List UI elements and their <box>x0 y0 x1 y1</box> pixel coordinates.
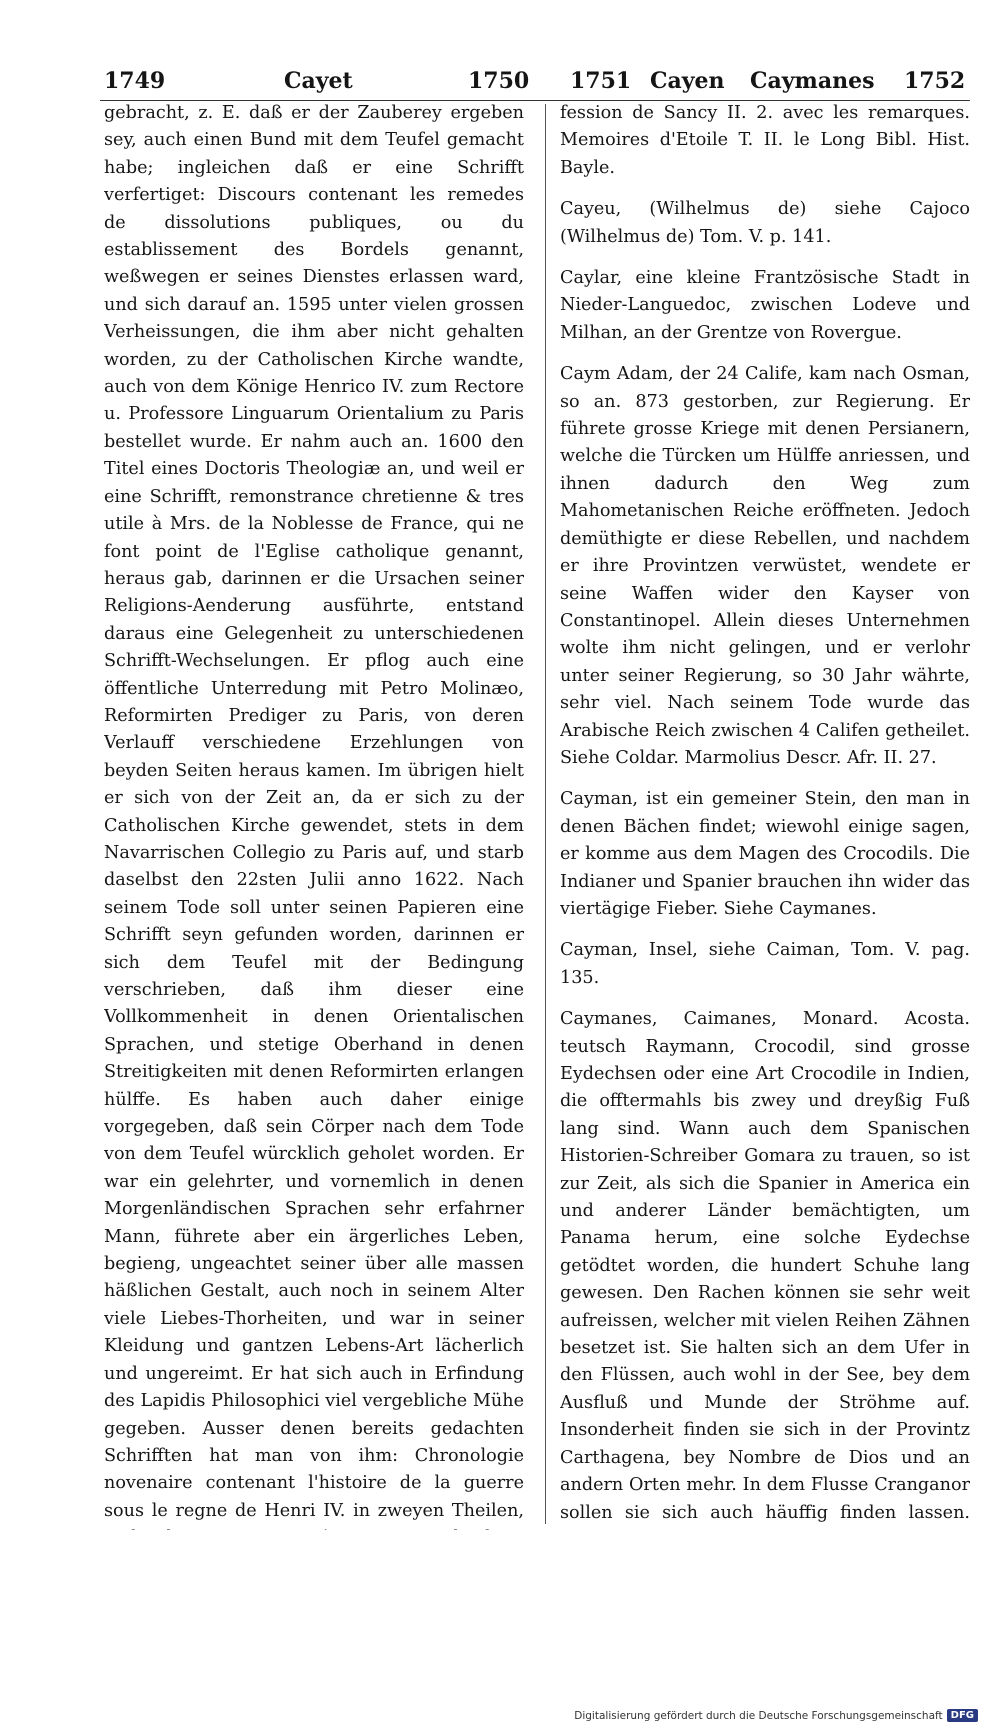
entry-cayman-island: Cayman, Insel, siehe Caiman, Tom. V. pag. 135. <box>560 940 970 988</box>
entry-caym-adam: Caym Adam, der 24 Calife, kam nach Osman, so an. 873 gestorben, zur Regierung. Er führete grosse Kriege mit denen Persianern, welche die Türcken um Hülffe anriessen, und ihnen dadurch den Weg zum Mahometanischen Reiche eröffneten. Jedoch demüthigte er diese Rebellen, und nachdem er ihre Provintzen verwüstet, wendete er seine Waffen wider den Kayser von Constantinopel. Allein dieses Unternehmen wolte ihm nicht gelingen, und er verlohr unter seiner Regierung, so 30 Jahr währte, sehr viel. Nach seinem Tode wurde das Arabische Reich zwischen 4 Califen getheilet. Siehe Coldar. Marmolius Descr. Afr. II. 27. <box>560 364 970 768</box>
entry-caylar: Caylar, eine kleine Frantzösische Stadt in Nieder-Languedoc, zwischen Lodeve und Milhan, an der Grentze von Rovergue. <box>560 268 970 343</box>
right-column <box>560 100 970 1530</box>
left-running-head: Cayet <box>284 68 353 94</box>
left-column-paragraph: gebracht, z. E. daß er der Zauberey ergeben sey, auch einen Bund mit dem Teufel gemacht habe; ingleichen daß er eine Schrifft verfertiget: Discours contenant les remedes de dissolutions publiques, ou du establissement des Bordels genannt, weßwegen er seines Dienstes erlassen ward, und sich darauf an. 1595 unter vielen grossen Verheissungen, die ihm aber nicht gehalten worden, zu der Catholischen Kirche wandte, auch von dem Könige Henrico IV. zum Rectore u. Professore Linguarum Orientalium zu Paris bestellet wurde. Er nahm auch an. 1600 den Titel eines Doctoris Theologiæ an, und weil er eine Schrifft, remonstrance chretienne & tres utile à Mrs. de la Noblesse de France, qui ne font point de l'Eglise catholique genannt, heraus gab, darinnen er die Ursachen seiner Religions-Aenderung ausführte, entstand daraus eine Gelegenheit zu unterschiedenen Schrifft-Wechselungen. Er pflog auch eine öffentliche Unterredung mit Petro Molinæo, Reformirten Prediger zu Paris, von deren Verlauff verschiedene Erzehlungen von beyden Seiten heraus kamen. Im übrigen hielt er sich von der Zeit an, da er sich zu der Catholischen Kirche gewendet, stets in dem Navarrischen Collegio zu Paris auf, und starb daselbst den 22sten Julii anno 1622. Nach seinem Tode soll unter seinen Papieren eine Schrifft seyn gefunden worden, darinnen er sich dem Teufel mit der Bedingung verschrieben, daß ihm dieser eine Vollkommenheit in denen Orientalischen Sprachen, und stetige Oberhand in denen Streitigkeiten mit denen Reformirten erlangen hülffe. Es haben auch daher einige vorgegeben, daß sein Cörper nach dem Tode von dem Teufel würcklich geholet worden. Er war ein gelehrter, und vornemlich in denen Morgenländischen Sprachen sehr erfahrner Mann, führete aber ein ärgerliches Leben, begieng, ungeachtet seiner über alle massen häßlichen Gestalt, auch noch in seinem Alter viele Liebes-Thorheiten, und war in seiner Kleidung und gantzen Lebens-Art lächerlich und ungereimt. Er hat sich auch in Erfindung des Lapidis Philosophici viel vergebliche Mühe gegeben. Ausser denen bereits gedachten Schrifften hat man von ihm: Chronologie novenaire contenant l'histoire de la guerre sous le regne de Henri IV. in zweyen Theilen, <box>104 103 524 1521</box>
right-running-head-1: Cayen <box>650 68 725 94</box>
entry-caymanes: Caymanes, Caimanes, Monard. Acosta. teutsch Raymann, Crocodil, sind grosse Eydechsen oder eine Art Crocodile in Indien, die offtermahls bis zwey und dreyßig Fuß lang sind. Wann auch dem Spanischen Historien-Schreiber Gomara zu trauen, so ist zur Zeit, als sich die Spanier in America ein und anderer Länder bemächtigten, um Panama herum, eine solche Eydechse getödtet worden, die hundert Schuhe lang gewesen. Den Rachen können sie sehr weit aufreissen, welcher mit vielen Reihen Zähnen besetzet ist. Sie halten sich an dem Ufer in den Flüssen, auch wohl in der See, bey dem Ausfluß und Munde der Ströhme auf. Insonderheit finden sie sich in der Provintz Carthagena, bey Nombre de Dios und an andern Orten mehr. In dem Flusse Cranganor sollen sie sich auch häuffig finden lassen. <box>560 1009 970 1523</box>
entry-cayeu: Cayeu, (Wilhelmus de) siehe Cajoco (Wilhelmus de) Tom. V. p. 141. <box>560 199 970 247</box>
page-header <box>0 68 1000 102</box>
center-right-page-number: 1751 <box>570 68 632 94</box>
footer-credit: Digitalisierung gefördert durch die Deutsche Forschungsgemeinschaft <box>574 1709 943 1722</box>
right-page-number: 1752 <box>904 68 966 94</box>
left-column <box>104 100 524 1530</box>
column-divider <box>545 104 546 1524</box>
center-left-page-number: 1750 <box>468 68 530 94</box>
dfg-logo: DFG <box>947 1709 978 1722</box>
digitization-footer <box>574 1709 978 1722</box>
right-running-head-2: Caymanes <box>750 68 875 94</box>
entry-cayman-stone: Cayman, ist ein gemeiner Stein, den man in denen Bächen findet; wiewohl einige sagen, er komme aus dem Magen des Crocodils. Die Indianer und Spanier brauchen ihn wider das viertägige Fieber. Siehe Caymanes. <box>560 789 970 919</box>
entry-confession-continuation: fession de Sancy II. 2. avec les remarques. Memoires d'Etoile T. II. le Long Bibl. Hist. Bayle. <box>560 103 970 178</box>
left-page-number: 1749 <box>104 68 166 94</box>
